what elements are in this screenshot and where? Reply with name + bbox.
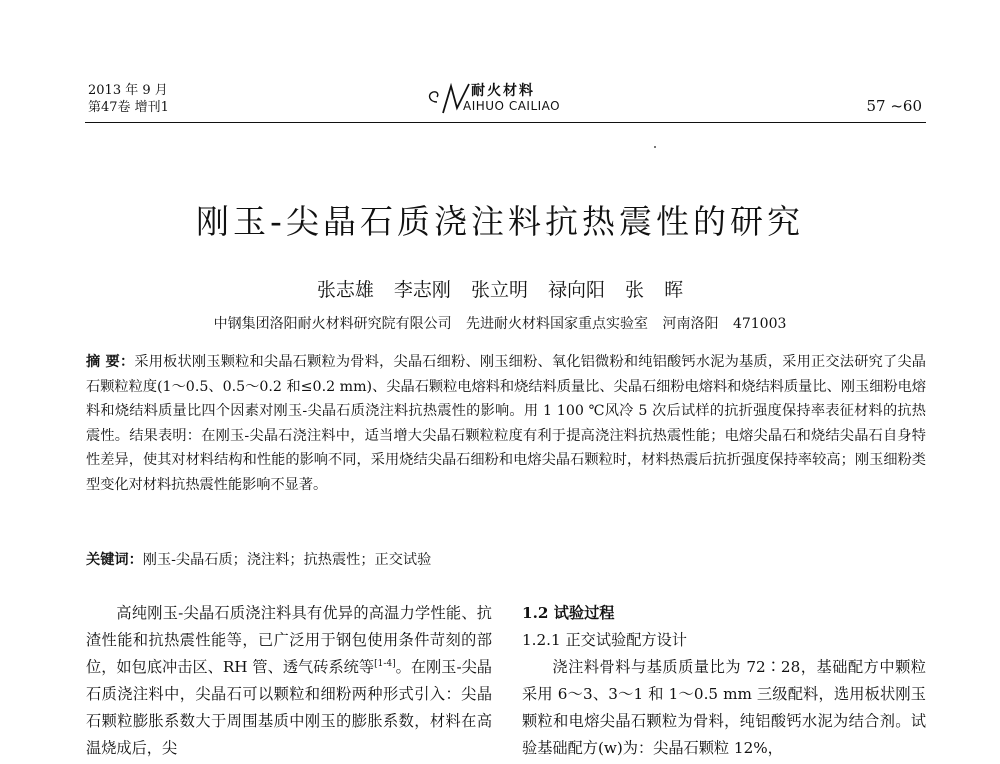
section-heading-1-2: 1.2 试验过程 bbox=[522, 604, 615, 622]
abstract bbox=[86, 350, 926, 498]
intro-text-a: 高纯刚玉-尖晶石质浇注料具有优异的高温力学性能、抗渣性能和抗热震性能等，已广泛用于钢包使用条件苛刻的部位，如包底冲击区、RH 管、透气砖系统等 bbox=[86, 604, 492, 676]
journal-name-cn: 耐火材料 bbox=[471, 83, 535, 99]
author-list: 张志雄 李志刚 张立明 禄向阳 张 晖 bbox=[316, 279, 684, 301]
intro-text-b: 。在刚玉-尖晶石质浇注料中，尖晶石可以颗粒和细粉两种形式引入：尖晶石颗粒膨胀系数大于周围基质中刚玉的膨胀系数，材料在高温烧成后，尖 bbox=[86, 658, 492, 757]
header-rule bbox=[85, 122, 926, 123]
scan-speck bbox=[654, 146, 656, 148]
body-right-column bbox=[522, 600, 926, 762]
method-paragraph: 浇注料骨料与基质质量比为 72∶28，基础配方中颗粒采用 6～3、3～1 和 1～0.5 mm 三级配料，选用板状刚玉颗粒和电熔尖晶石颗粒为骨料，纯铝酸钙水泥为结合剂。试验基础配方(w)为：尖晶石颗粒 12%， bbox=[522, 658, 926, 757]
keywords bbox=[86, 549, 926, 569]
intro-paragraph bbox=[86, 600, 492, 762]
section-heading-1-2-1: 1.2.1 正交试验配方设计 bbox=[522, 631, 687, 649]
issue-volume: 第47卷 增刊1 bbox=[88, 100, 169, 115]
abstract-label: 摘 要： bbox=[86, 354, 135, 370]
page-range: 57 ~60 bbox=[866, 97, 922, 115]
citation-ref[interactable]: [1-4] bbox=[374, 658, 396, 669]
keywords-text: 刚玉-尖晶石质；浇注料；抗热震性；正交试验 bbox=[142, 552, 432, 568]
issue-date: 2013 年 9 月 bbox=[88, 83, 168, 98]
keywords-label: 关键词： bbox=[86, 552, 143, 568]
issue-info bbox=[88, 82, 169, 116]
affiliation: 中钢集团洛阳耐火材料研究院有限公司 先进耐火材料国家重点实验室 河南洛阳 471003 bbox=[213, 316, 787, 332]
abstract-text: 采用板状刚玉颗粒和尖晶石颗粒为骨料，尖晶石细粉、刚玉细粉、氧化铝微粉和纯铝酸钙水泥为基质，采用正交法研究了尖晶石颗粒粒度(1～0.5、0.5～0.2 和≤0.2 mm)、尖晶石颗粒电熔料和烧结料质量比、尖晶石细粉电熔料和烧结料质量比、刚玉细粉电熔料和烧结料质量比四个因素对刚玉-尖晶石质浇注料抗热震性的影响。用 1 100 ℃风冷 5 次后试样的抗折强度保持率表征材料的抗热震性。结果表明：在刚玉-尖晶石浇注料中，适当增大尖晶石颗粒粒度有利于提高浇注料抗热震性能；电熔尖晶石和烧结尖晶石自身特性差异，使其对材料结构和性能的影响不同，采用烧结尖晶石细粉和电熔尖晶石颗粒时，材料热震后抗折强度保持率较高；刚玉细粉类型变化对材料抗热震性能影响不显著。 bbox=[86, 354, 926, 493]
journal-name-en: AIHUO CAILIAO bbox=[463, 99, 561, 113]
article-title: 刚玉-尖晶石质浇注料抗热震性的研究 bbox=[196, 202, 804, 241]
body-left-column bbox=[86, 600, 492, 762]
journal-logo bbox=[423, 80, 598, 116]
